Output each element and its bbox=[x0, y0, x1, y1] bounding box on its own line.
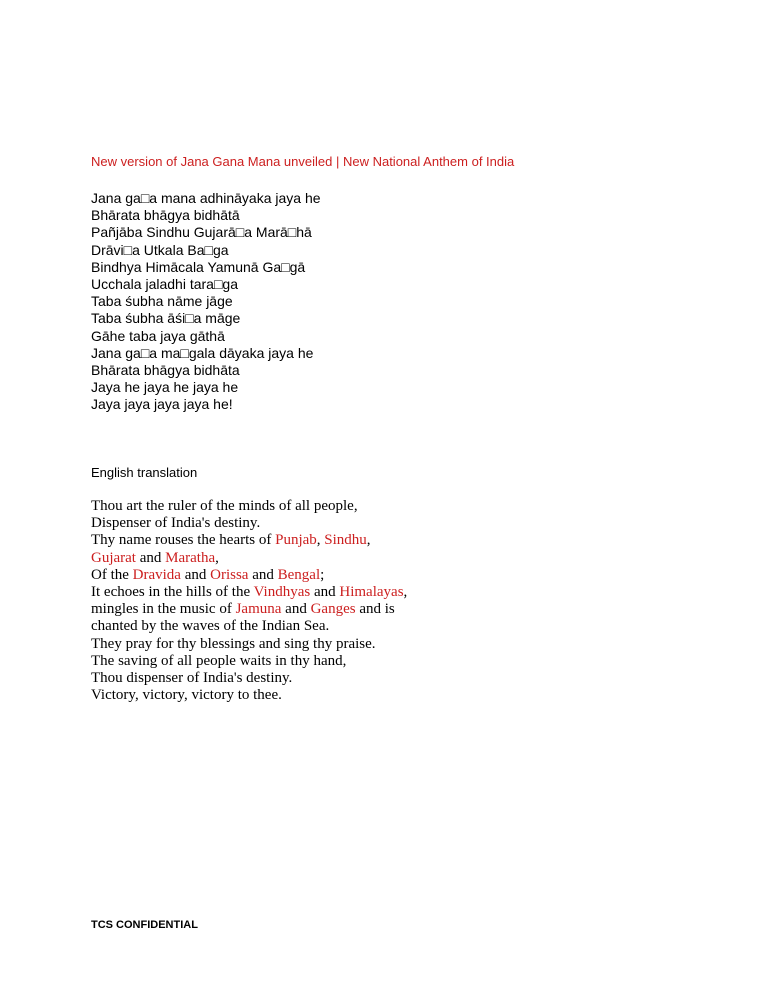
translation-line bbox=[91, 532, 407, 549]
confidential-footer: TCS CONFIDENTIAL bbox=[91, 919, 198, 931]
page-title: New version of Jana Gana Mana unveiled | New National Anthem of India bbox=[91, 154, 515, 169]
place-link[interactable]: Bengal bbox=[277, 566, 321, 583]
place-link[interactable]: Sindhu bbox=[324, 532, 367, 549]
translation-line bbox=[91, 687, 407, 704]
translation-text-segment: Dispenser of India's destiny. bbox=[91, 515, 261, 532]
translation-text-segment: It echoes in the hills of the bbox=[91, 583, 254, 600]
translation-text-segment: Thou dispenser of India's destiny. bbox=[91, 669, 293, 686]
translation-line bbox=[91, 567, 407, 584]
place-link[interactable]: Vindhyas bbox=[253, 583, 311, 600]
translation-text-segment: and bbox=[310, 583, 340, 600]
anthem-line: Drāvi□a Utkala Ba□ga bbox=[91, 241, 229, 258]
place-link[interactable]: Himalayas bbox=[339, 583, 404, 600]
place-link[interactable]: Ganges bbox=[310, 601, 356, 618]
anthem-line: Bhārata bhāgya bidhāta bbox=[91, 361, 240, 378]
translation-text-segment: Victory, victory, victory to thee. bbox=[91, 687, 282, 704]
translation-text-segment: and bbox=[281, 601, 311, 618]
place-link[interactable]: Jamuna bbox=[235, 601, 282, 618]
translation-heading: English translation bbox=[91, 465, 198, 480]
translation-text-segment: mingles in the music of bbox=[91, 601, 236, 618]
translation-text-segment: chanted by the waves of the Indian Sea. bbox=[91, 618, 330, 635]
translation-text-segment: ; bbox=[320, 566, 325, 583]
translation-text-segment: , bbox=[215, 549, 219, 566]
translation-line bbox=[91, 670, 407, 687]
translation-line bbox=[91, 584, 407, 601]
anthem-line: Jana ga□a ma□gala dāyaka jaya he bbox=[91, 344, 314, 361]
translation-text-segment: and is bbox=[355, 601, 395, 618]
translation-text-segment: , bbox=[316, 532, 325, 549]
anthem-line: Pañjāba Sindhu Gujarā□a Marā□hā bbox=[91, 224, 312, 241]
anthem-line: Bhārata bhāgya bidhātā bbox=[91, 207, 240, 224]
translation-text-segment: Thou art the ruler of the minds of all people, bbox=[91, 498, 358, 514]
place-link[interactable]: Orissa bbox=[210, 566, 249, 583]
translation-line bbox=[91, 601, 407, 618]
translation-line bbox=[91, 636, 407, 653]
anthem-line: Taba śubha nāme jāge bbox=[91, 293, 233, 310]
place-link[interactable]: Gujarat bbox=[91, 549, 136, 566]
translation-text-segment: , bbox=[403, 583, 408, 600]
place-link[interactable]: Dravida bbox=[132, 566, 181, 583]
translation-line bbox=[91, 515, 407, 532]
anthem-line: Ucchala jaladhi tara□ga bbox=[91, 275, 238, 292]
translation-text-segment: and bbox=[248, 566, 278, 583]
anthem-lyrics bbox=[91, 190, 321, 413]
place-link[interactable]: Maratha bbox=[165, 549, 216, 566]
translation-text-segment: and bbox=[135, 549, 166, 566]
anthem-line: Gāhe taba jaya gāthā bbox=[91, 327, 225, 344]
translation-line bbox=[91, 618, 407, 635]
anthem-line: Jaya jaya jaya jaya he! bbox=[91, 396, 233, 413]
anthem-line: Jaya he jaya he jaya he bbox=[91, 379, 239, 396]
translation-line bbox=[91, 550, 407, 567]
translation-text bbox=[91, 498, 407, 704]
anthem-line: Jana ga□a mana adhināyaka jaya he bbox=[91, 190, 321, 206]
translation-text-segment: Of the bbox=[91, 566, 133, 583]
anthem-line: Bindhya Himācala Yamunā Ga□gā bbox=[91, 258, 306, 275]
translation-text-segment: , bbox=[366, 532, 371, 549]
translation-text-segment: and bbox=[180, 566, 211, 583]
translation-text-segment: They pray for thy blessings and sing thy praise. bbox=[91, 635, 376, 652]
translation-line bbox=[91, 498, 407, 515]
translation-text-segment: Thy name rouses the hearts of bbox=[91, 532, 276, 549]
translation-line bbox=[91, 653, 407, 670]
translation-text-segment: The saving of all people waits in thy hand, bbox=[91, 652, 347, 669]
anthem-line: Taba śubha āśi□a māge bbox=[91, 310, 241, 327]
place-link[interactable]: Punjab bbox=[275, 532, 317, 549]
